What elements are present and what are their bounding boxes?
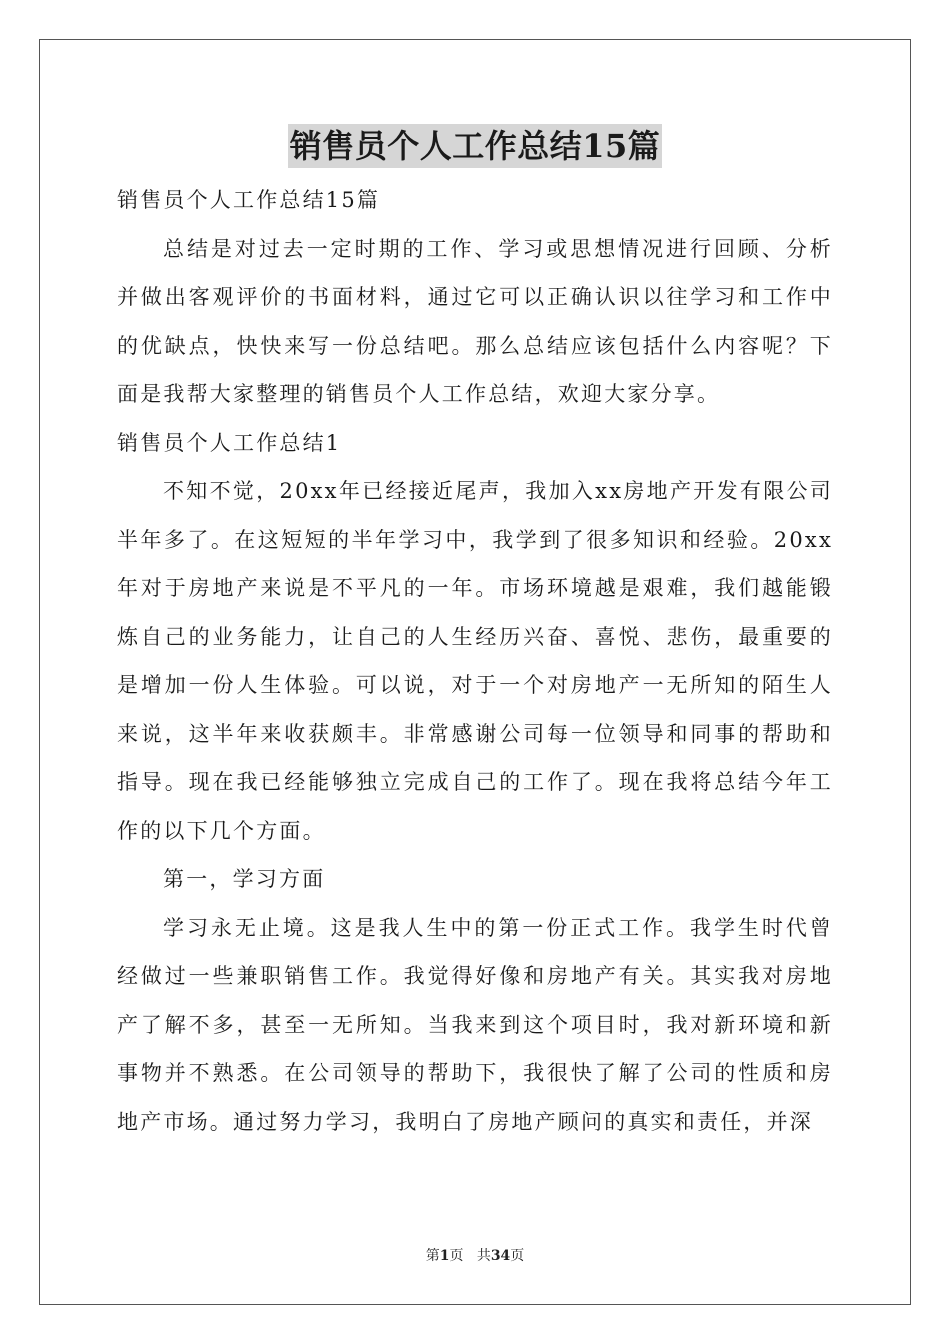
page-current: 1 <box>439 1248 450 1264</box>
total-prefix: 共 <box>476 1248 491 1264</box>
document-body <box>117 176 833 1146</box>
subsection-heading: 第一，学习方面 <box>163 867 326 891</box>
page-footer <box>0 1246 950 1266</box>
paragraph: 不知不觉，20xx年已经接近尾声，我加入xx房地产开发有限公司半年多了。在这短短的半年学习中，我学到了很多知识和经验。20xx年对于房地产来说是不平凡的一年。市场环境越是艰难，我们越能锻炼自己的业务能力，让自己的人生经历兴奋、喜悦、悲伤，最重要的是增加一份人生体验。可以说，对于一个对房地产一无所知的陌生人来说，这半年来收获颇丰。非常感谢公司每一位领导和同事的帮助和指导。现在我已经能够独立完成自己的工作了。现在我将总结今年工作的以下几个方面。 <box>117 479 833 843</box>
title-container <box>0 124 950 168</box>
paragraph: 总结是对过去一定时期的工作、学习或思想情况进行回顾、分析并做出客观评价的书面材料，通过它可以正确认识以往学习和工作中的优缺点，快快来写一份总结吧。那么总结应该包括什么内容呢？下面是我帮大家整理的销售员个人工作总结，欢迎大家分享。 <box>117 236 833 406</box>
total-pages: 34 <box>490 1248 511 1264</box>
total-suffix: 页 <box>510 1248 525 1264</box>
page-suffix: 页 <box>449 1248 464 1264</box>
paragraph: 学习永无止境。这是我人生中的第一份正式工作。我学生时代曾经做过一些兼职销售工作。我觉得好像和房地产有关。其实我对房地产了解不多，甚至一无所知。当我来到这个项目时，我对新环境和新事物并不熟悉。在公司领导的帮助下，我很快了解了公司的性质和房地产市场。通过努力学习，我明白了房地产顾问的真实和责任，并深 <box>117 915 833 1134</box>
paragraph: 销售员个人工作总结15篇 <box>117 188 381 212</box>
page-prefix: 第 <box>425 1248 440 1264</box>
document-title: 销售员个人工作总结15篇 <box>288 124 663 168</box>
section-heading: 销售员个人工作总结1 <box>117 430 342 455</box>
